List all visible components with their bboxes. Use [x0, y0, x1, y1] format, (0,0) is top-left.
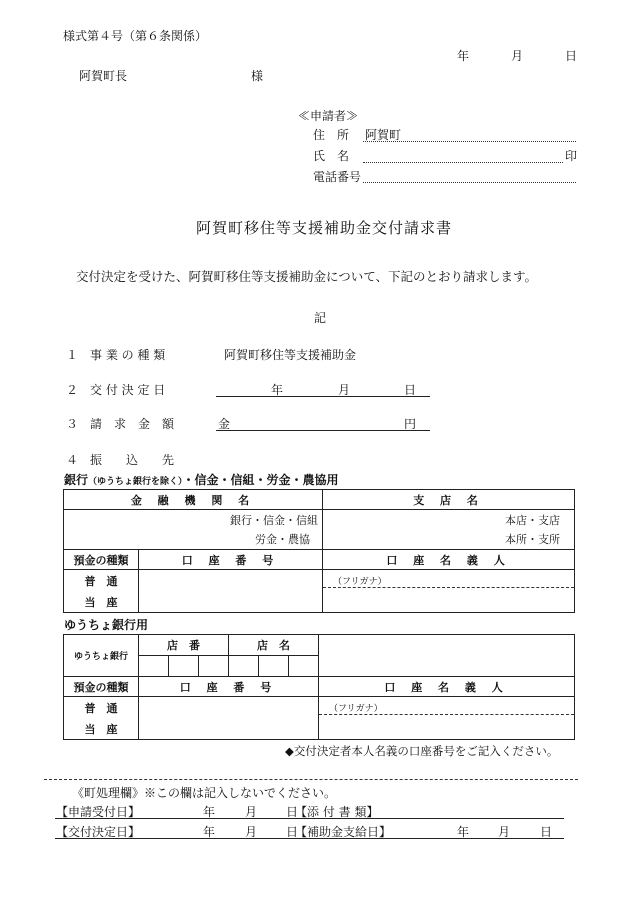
branch-header: 支 店 名: [323, 490, 575, 510]
bank-title-rest: ・信金・信組・労金・農協用: [182, 473, 339, 487]
yucho-account-number-header: 口 座 番 号: [139, 677, 319, 697]
name-label: 氏 名: [313, 149, 350, 163]
yucho-table: [63, 634, 575, 740]
bank-types-line2: 労金・農協: [205, 530, 323, 550]
office-row1-day: 日: [286, 805, 299, 819]
yucho-blank-cell: [319, 635, 575, 677]
store-name-cell-3[interactable]: [289, 656, 319, 677]
yucho-account-holder-header: 口 座 名 義 人: [319, 677, 575, 697]
item3-underline: [216, 430, 430, 431]
yucho-furigana-label: （フリガナ）: [329, 704, 383, 714]
branch-types-line1: 本店・支店: [501, 510, 575, 530]
yucho-account-holder-input[interactable]: [319, 697, 575, 740]
deposit-type-current[interactable]: 当 座: [64, 591, 139, 613]
yucho-deposit-type-current[interactable]: 当 座: [64, 718, 139, 740]
furigana-label: （フリガナ）: [333, 577, 387, 587]
item2-underline: [216, 396, 430, 397]
store-name-cell-2[interactable]: [259, 656, 289, 677]
address-dotted-line: [363, 141, 576, 142]
applicant-header: ≪申請者≫: [298, 109, 359, 123]
office-row2-line: [55, 838, 564, 839]
yucho-section-title: ゆうちょ銀行用: [64, 618, 149, 632]
office-row1-year: 年: [203, 805, 216, 819]
item3-label: ３ 請 求 金 額: [66, 417, 175, 431]
yucho-furigana-divider: [319, 714, 574, 715]
office-row2-left: 【交付決定日】: [56, 825, 141, 839]
account-holder-header: 口 座 名 義 人: [323, 550, 575, 570]
office-row1-right: 【添 付 書 類】: [295, 805, 379, 819]
document-title: 阿賀町移住等支援補助金交付請求書: [196, 219, 453, 237]
item2-day: 日: [404, 383, 417, 397]
furigana-divider: [323, 587, 574, 588]
office-row2-month: 月: [245, 825, 258, 839]
item1-label: １ 事 業 の 種 類: [66, 348, 166, 362]
institution-name-input[interactable]: [64, 510, 205, 550]
address-value: 阿賀町: [365, 128, 402, 142]
yucho-deposit-type-header: 預金の種類: [64, 677, 139, 697]
office-divider: [44, 779, 578, 780]
item4-label: ４ 振 込 先: [66, 453, 175, 467]
yucho-deposit-type-ordinary[interactable]: 普 通: [64, 697, 139, 719]
date-year: 年: [457, 49, 470, 63]
date-month: 月: [511, 49, 524, 63]
item3-unit: 円: [404, 417, 417, 431]
bank-types-line1: 銀行・信金・信組: [205, 510, 323, 530]
item3-prefix: 金: [218, 417, 231, 431]
item2-month: 月: [338, 383, 351, 397]
store-number-digit-2[interactable]: [169, 656, 199, 677]
yucho-account-number-input[interactable]: [139, 697, 319, 740]
branch-name-input[interactable]: [323, 510, 501, 550]
store-name-cell-1[interactable]: [229, 656, 259, 677]
addressee-honorific: 様: [251, 69, 264, 83]
seal-mark: 印: [565, 149, 578, 163]
ki-label: 記: [314, 311, 327, 325]
office-row2-right-year: 年: [457, 825, 470, 839]
institution-header: 金 融 機 関 名: [64, 490, 323, 510]
store-name-header: 店 名: [229, 635, 319, 656]
office-header: 《町処理欄》※この欄は記入しないでください。: [72, 786, 337, 800]
bank-title-main: 銀行: [64, 473, 89, 487]
deposit-type-ordinary[interactable]: 普 通: [64, 570, 139, 592]
branch-types-line2: 本所・支所: [501, 530, 575, 550]
office-row1-left: 【申請受付日】: [56, 805, 141, 819]
office-row2-year: 年: [203, 825, 216, 839]
address-label: 住 所: [313, 128, 350, 142]
item2-label: ２ 交 付 決 定 日: [66, 383, 166, 397]
account-number-header: 口 座 番 号: [139, 550, 323, 570]
form-number: 様式第４号（第６条関係）: [63, 29, 208, 43]
yucho-bank-label: ゆうちょ銀行: [64, 635, 139, 677]
deposit-type-header: 預金の種類: [64, 550, 139, 570]
office-row2-right: 【補助金支給日】: [295, 825, 392, 839]
office-row2-day: 日: [286, 825, 299, 839]
phone-dotted-line: [363, 182, 576, 183]
store-number-digit-1[interactable]: [139, 656, 169, 677]
account-note: ◆交付決定者本人名義の口座番号をご記入ください。: [285, 744, 559, 758]
office-row1-month: 月: [245, 805, 258, 819]
intro-text: 交付決定を受けた、阿賀町移住等支援補助金について、下記のとおり請求します。: [76, 269, 538, 284]
date-day: 日: [565, 49, 578, 63]
store-number-digit-3[interactable]: [199, 656, 229, 677]
bank-section-title: [64, 471, 339, 488]
store-number-header: 店 番: [139, 635, 229, 656]
account-number-input[interactable]: [139, 570, 323, 613]
account-holder-input[interactable]: [323, 570, 575, 613]
office-row2-right-month: 月: [498, 825, 511, 839]
item2-year: 年: [271, 383, 284, 397]
office-row2-right-day: 日: [540, 825, 553, 839]
addressee-name: 阿賀町長: [79, 69, 128, 83]
name-dotted-line: [363, 162, 563, 163]
bank-table: [63, 489, 575, 613]
phone-label: 電話番号: [313, 170, 362, 184]
item1-value: 阿賀町移住等支援補助金: [224, 348, 357, 362]
bank-title-note: （ゆうちょ銀行を除く）: [88, 477, 183, 487]
office-row1-line: [55, 818, 564, 819]
